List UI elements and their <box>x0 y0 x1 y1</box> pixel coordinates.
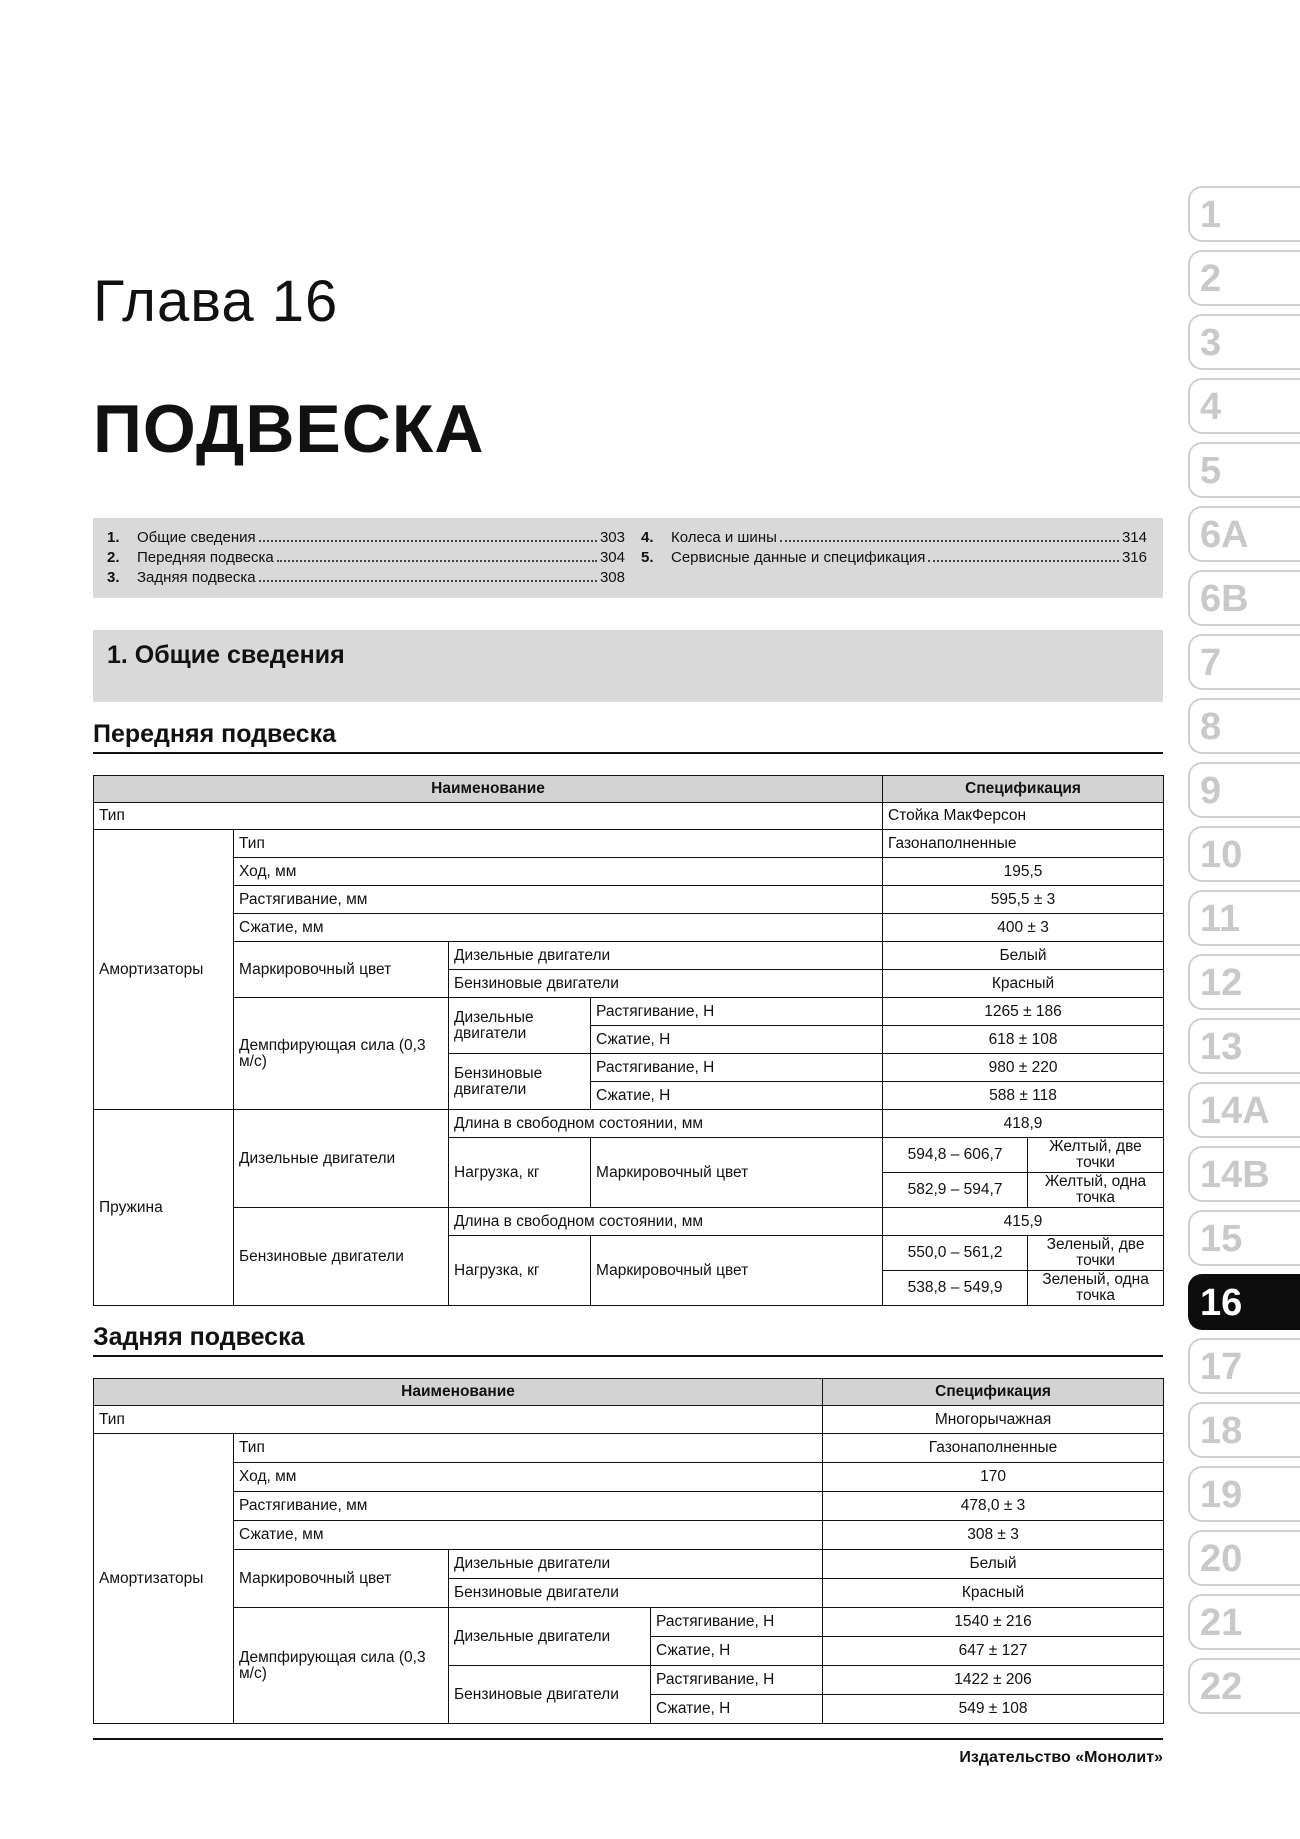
tab-label: 3 <box>1200 322 1222 364</box>
chapter-tab[interactable] <box>1188 506 1300 562</box>
cell: Дизельные двигатели <box>449 942 883 970</box>
cell: Нагрузка, кг <box>449 1138 591 1208</box>
toc-item-label: Сервисные данные и спецификация <box>671 549 926 566</box>
cell: Дизельные двигатели <box>449 1550 823 1579</box>
tab-label: 21 <box>1200 1602 1243 1644</box>
cell: Демпфирующая сила (0,3 м/с) <box>234 998 449 1110</box>
table-row <box>94 1406 1164 1434</box>
table-row <box>94 1521 1164 1550</box>
table-row <box>94 942 1164 970</box>
table-row <box>94 1550 1164 1579</box>
cell: Тип <box>94 803 883 830</box>
cell: 1265 ± 186 <box>883 998 1164 1026</box>
table-row <box>94 886 1164 914</box>
chapter-tab[interactable] <box>1188 1658 1300 1714</box>
section-header <box>93 630 1163 702</box>
chapter-tab[interactable] <box>1188 1402 1300 1458</box>
cell: Дизельные двигатели <box>449 1608 651 1666</box>
cell: Дизельные двигатели <box>449 998 591 1054</box>
cell: Амортизаторы <box>94 830 234 1110</box>
cell: Растягивание, Н <box>591 1054 883 1082</box>
tab-label: 5 <box>1200 450 1222 492</box>
front-suspension-heading: Передняя подвеска <box>93 720 1163 754</box>
cell: 618 ± 108 <box>883 1026 1164 1054</box>
toc-item-label: Задняя подвеска <box>137 569 256 586</box>
cell: Растягивание, Н <box>651 1608 823 1637</box>
chapter-tab[interactable] <box>1188 570 1300 626</box>
cell: Белый <box>823 1550 1164 1579</box>
toc-item-number: 3. <box>107 569 120 586</box>
toc-item-number: 1. <box>107 529 120 546</box>
publisher: Издательство «Монолит» <box>959 1749 1163 1766</box>
chapter-tab[interactable] <box>1188 1338 1300 1394</box>
cell: Сжатие, Н <box>651 1695 823 1724</box>
toc-item[interactable] <box>107 548 625 568</box>
tab-label: 16 <box>1200 1282 1243 1324</box>
cell: Маркировочный цвет <box>591 1236 883 1306</box>
cell: 400 ± 3 <box>883 914 1164 942</box>
tab-label: 17 <box>1200 1346 1243 1388</box>
toc-column-left <box>107 528 625 588</box>
chapter-title: ПОДВЕСКА <box>93 391 485 467</box>
toc-item[interactable] <box>641 548 1147 568</box>
table-row <box>94 914 1164 942</box>
chapter-tab[interactable] <box>1188 1466 1300 1522</box>
toc-leader <box>259 580 597 582</box>
table-row <box>94 1463 1164 1492</box>
chapter-tab[interactable] <box>1188 250 1300 306</box>
cell: 1540 ± 216 <box>823 1608 1164 1637</box>
chapter-tab-active[interactable] <box>1188 1274 1300 1330</box>
cell: 195,5 <box>883 858 1164 886</box>
chapter-tab[interactable] <box>1188 1018 1300 1074</box>
tab-label: 22 <box>1200 1666 1243 1708</box>
chapter-tab[interactable] <box>1188 1210 1300 1266</box>
tab-label: 13 <box>1200 1026 1243 1068</box>
table-row <box>94 1608 1164 1637</box>
table-row <box>94 830 1164 858</box>
toc-item[interactable] <box>107 528 625 548</box>
cell: 594,8 – 606,7 <box>883 1138 1028 1173</box>
toc-column-right <box>641 528 1147 568</box>
cell: Нагрузка, кг <box>449 1236 591 1306</box>
chapter-tab[interactable] <box>1188 1530 1300 1586</box>
tab-label: 15 <box>1200 1218 1243 1260</box>
chapter-tab[interactable] <box>1188 1594 1300 1650</box>
cell: Маркировочный цвет <box>234 942 449 998</box>
toc-item[interactable] <box>641 528 1147 548</box>
cell: Длина в свободном состоянии, мм <box>449 1208 883 1236</box>
header-spec: Спецификация <box>883 776 1164 803</box>
cell: Газонаполненные <box>883 830 1164 858</box>
cell: Красный <box>823 1579 1164 1608</box>
table-row <box>94 998 1164 1026</box>
tab-label: 7 <box>1200 642 1222 684</box>
cell: Ход, мм <box>234 858 883 886</box>
table-row <box>94 803 1164 830</box>
toc-item-page: 314 <box>1121 529 1147 546</box>
cell: Растягивание, мм <box>234 886 883 914</box>
chapter-tab[interactable] <box>1188 890 1300 946</box>
cell: 550,0 – 561,2 <box>883 1236 1028 1271</box>
header-name: Наименование <box>94 1379 823 1406</box>
cell: Пружина <box>94 1110 234 1306</box>
chapter-tab[interactable] <box>1188 378 1300 434</box>
cell: Сжатие, Н <box>591 1026 883 1054</box>
tab-label: 9 <box>1200 770 1222 812</box>
cell: 595,5 ± 3 <box>883 886 1164 914</box>
toc-leader <box>780 540 1119 542</box>
chapter-tab[interactable] <box>1188 826 1300 882</box>
cell: 308 ± 3 <box>823 1521 1164 1550</box>
cell: Длина в свободном состоянии, мм <box>449 1110 883 1138</box>
chapter-tab[interactable] <box>1188 314 1300 370</box>
front-suspension-table <box>93 775 1164 1306</box>
chapter-tab[interactable] <box>1188 186 1300 242</box>
chapter-tab[interactable] <box>1188 442 1300 498</box>
cell: 588 ± 118 <box>883 1082 1164 1110</box>
table-row <box>94 1110 1164 1138</box>
cell: Стойка МакФерсон <box>883 803 1164 830</box>
cell: Демпфирующая сила (0,3 м/с) <box>234 1608 449 1724</box>
chapter-tabs <box>1188 186 1300 1722</box>
toc-item-number: 5. <box>641 549 654 566</box>
cell: Сжатие, мм <box>234 914 883 942</box>
table-row <box>94 1434 1164 1463</box>
chapter-tab[interactable] <box>1188 762 1300 818</box>
cell: Газонаполненные <box>823 1434 1164 1463</box>
toc-leader <box>277 560 597 562</box>
tab-label: 14A <box>1200 1090 1270 1132</box>
table-row <box>94 858 1164 886</box>
cell: Зеленый, две точки <box>1028 1236 1164 1271</box>
chapter-tab[interactable] <box>1188 954 1300 1010</box>
cell: 980 ± 220 <box>883 1054 1164 1082</box>
toc-item-page: 303 <box>599 529 625 546</box>
cell: Многорычажная <box>823 1406 1164 1434</box>
cell: Красный <box>883 970 1164 998</box>
table-row <box>94 1208 1164 1236</box>
header-spec: Спецификация <box>823 1379 1164 1406</box>
table-row <box>94 1492 1164 1521</box>
cell: 582,9 – 594,7 <box>883 1173 1028 1208</box>
cell: 415,9 <box>883 1208 1164 1236</box>
cell: Сжатие, Н <box>651 1637 823 1666</box>
section-title: 1. Общие сведения <box>107 641 345 669</box>
toc-item-label: Колеса и шины <box>671 529 777 546</box>
toc-leader <box>259 540 597 542</box>
tab-label: 1 <box>1200 194 1222 236</box>
cell: Бензиновые двигатели <box>449 1579 823 1608</box>
toc-item-page: 304 <box>599 549 625 566</box>
tab-label: 10 <box>1200 834 1243 876</box>
cell: Сжатие, Н <box>591 1082 883 1110</box>
tab-label: 11 <box>1200 898 1241 940</box>
tab-label: 12 <box>1200 962 1243 1004</box>
chapter-tab[interactable] <box>1188 1146 1300 1202</box>
tab-label: 19 <box>1200 1474 1243 1516</box>
table-header-row <box>94 776 1164 803</box>
cell: Тип <box>234 830 883 858</box>
toc-item-label: Общие сведения <box>137 529 256 546</box>
cell: Растягивание, мм <box>234 1492 823 1521</box>
chapter-tab[interactable] <box>1188 698 1300 754</box>
chapter-number: Глава 16 <box>93 269 339 334</box>
tab-label: 6A <box>1200 514 1249 556</box>
toc-item-label: Передняя подвеска <box>137 549 274 566</box>
tab-label: 8 <box>1200 706 1222 748</box>
cell: Зеленый, одна точка <box>1028 1271 1164 1306</box>
toc-item-number: 4. <box>641 529 654 546</box>
cell: 647 ± 127 <box>823 1637 1164 1666</box>
toc-item-page: 308 <box>599 569 625 586</box>
toc-item-number: 2. <box>107 549 120 566</box>
cell: 478,0 ± 3 <box>823 1492 1164 1521</box>
cell: Бензиновые двигатели <box>234 1208 449 1306</box>
tab-label: 14B <box>1200 1154 1270 1196</box>
cell: Тип <box>234 1434 823 1463</box>
toc-leader <box>928 560 1119 562</box>
cell: Растягивание, Н <box>651 1666 823 1695</box>
cell: 418,9 <box>883 1110 1164 1138</box>
header-name: Наименование <box>94 776 883 803</box>
chapter-tab[interactable] <box>1188 1082 1300 1138</box>
cell: Бензиновые двигатели <box>449 970 883 998</box>
cell: Тип <box>94 1406 823 1434</box>
cell: Желтый, одна точка <box>1028 1173 1164 1208</box>
rear-suspension-heading: Задняя подвеска <box>93 1323 1163 1357</box>
footer-divider <box>93 1738 1163 1740</box>
rear-suspension-table <box>93 1378 1164 1724</box>
cell: Ход, мм <box>234 1463 823 1492</box>
tab-label: 4 <box>1200 386 1222 428</box>
cell: Белый <box>883 942 1164 970</box>
cell: Дизельные двигатели <box>234 1110 449 1208</box>
toc-item[interactable] <box>107 568 625 588</box>
cell: Маркировочный цвет <box>591 1138 883 1208</box>
tab-label: 20 <box>1200 1538 1243 1580</box>
cell: Бензиновые двигатели <box>449 1054 591 1110</box>
table-of-contents <box>93 518 1163 598</box>
cell: 1422 ± 206 <box>823 1666 1164 1695</box>
toc-item-page: 316 <box>1121 549 1147 566</box>
cell: Маркировочный цвет <box>234 1550 449 1608</box>
cell: Сжатие, мм <box>234 1521 823 1550</box>
cell: Амортизаторы <box>94 1434 234 1724</box>
cell: Растягивание, Н <box>591 998 883 1026</box>
chapter-tab[interactable] <box>1188 634 1300 690</box>
tab-label: 6B <box>1200 578 1249 620</box>
cell: Желтый, две точки <box>1028 1138 1164 1173</box>
cell: 170 <box>823 1463 1164 1492</box>
cell: 549 ± 108 <box>823 1695 1164 1724</box>
tab-label: 18 <box>1200 1410 1243 1452</box>
tab-label: 2 <box>1200 258 1222 300</box>
table-header-row <box>94 1379 1164 1406</box>
cell: 538,8 – 549,9 <box>883 1271 1028 1306</box>
cell: Бензиновые двигатели <box>449 1666 651 1724</box>
